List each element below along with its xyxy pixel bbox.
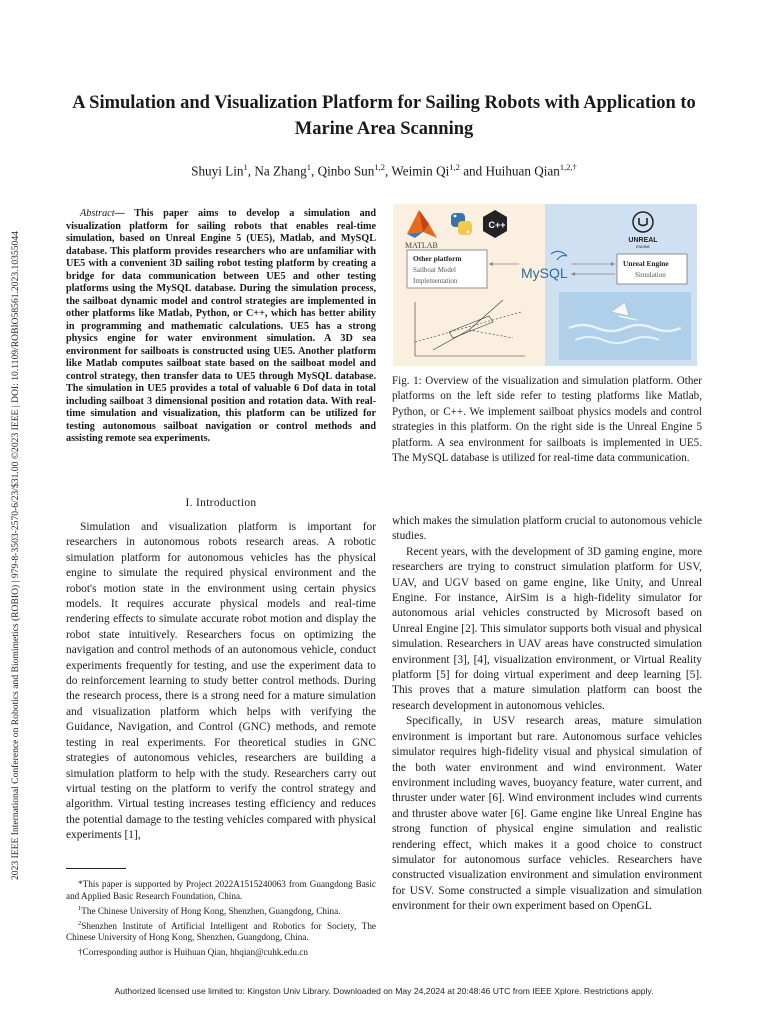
author-separator: , bbox=[310, 163, 318, 179]
footnote-text: *This paper is supported by Project 2022A1515240063 from Guangdong Basic and Applied Basic Research Foundation, China. bbox=[66, 879, 376, 901]
python-logo-icon bbox=[451, 213, 472, 235]
author-name: Huihuan Qian bbox=[485, 163, 560, 179]
author-name: Weimin Qi bbox=[391, 163, 450, 179]
footnote-rule bbox=[66, 868, 126, 869]
author-affiliation: 1,2,† bbox=[559, 162, 577, 172]
side-stamp-text: 2023 IEEE International Conference on Robotics and Biomimetics (ROBIO) | 979-8-3503-2570-6/23/$31.00 ©2023 IEEE | DOI: 10.1109/ROBIO58561.2023.10355044 bbox=[10, 231, 21, 880]
sea-render-image bbox=[559, 292, 691, 360]
footnote bbox=[66, 944, 376, 959]
author-separator: , bbox=[247, 163, 255, 179]
footnote bbox=[66, 918, 376, 945]
abstract-label: Abstract bbox=[80, 208, 115, 219]
other-platform-title: Other platform bbox=[413, 254, 462, 263]
other-platform-line2: Implementation bbox=[413, 277, 458, 285]
figure-1 bbox=[393, 204, 697, 366]
author-list bbox=[60, 162, 708, 179]
author-affiliation: 1 bbox=[306, 162, 311, 172]
footnote-text: Shenzhen Institute of Artificial Intelligent and Robotics for Society, The Chinese University of Hong Kong, Shenzhen, Guangdong, China. bbox=[66, 920, 376, 943]
author-separator: , bbox=[384, 163, 392, 179]
intro-paragraph: Simulation and visualization platform is important for researchers in autonomous robots research areas. A robotic simulation platform for autonomous vehicles has the physical engine to simulate the required physical environment and the robot's motion state in the environment using certain physics models. It requires accurate physical models and real-time rendering effects to simulate accurate robot motion and display the robot state intuitively. Researchers focus on optimizing the navigation and control methods of an autonomous vehicle, conduct experiments frequently for testing, and use the experiment data to do reinforcement learning to study better control methods. During the research process, there is a strong need for a mature simulation and visualization platform which helps with verifying the Guidance, Navigation, and Control (GNC) methods, and remote testing in real experiments. For theoretical studies in GNC strategies of autonomous vehicles, researchers are building a simulation platform to help with the study. Researchers carry out virtual testing on the platform to verify the control strategy and algorithm. Virtual testing increases testing efficiency and reduces the potential damage to the testing vehicles compared with physical experiments [1], bbox=[66, 521, 376, 842]
sailboat-model-diagram bbox=[415, 300, 525, 356]
unreal-box-title: Unreal Engine bbox=[623, 259, 669, 268]
footnote-mark: 2 bbox=[78, 919, 82, 927]
paragraph: Recent years, with the development of 3D gaming engine, more researchers are trying to construct simulation platform for USV, UAV, and UGV based on game engine, like Unity, and Unreal Engine. For instance, AirSim is a high-fidelity simulator for autonomous arial vehicles constructed by Microsoft based on Unreal Engine [2]. This simulator supports both visual and physical simulation. Researchers in UAV areas have constructed simulation environment [3], [4], visualization environment, or Virtual Reality platform [5] for doing virtual experiment and deep learning [5]. This proves that a mature simulation platform can boost the research development in autonomous vehicles. bbox=[392, 545, 702, 712]
paper-title: A Simulation and Visualization Platform for Sailing Robots with Application to Marine Area Scanning bbox=[72, 93, 696, 139]
abstract-text: — This paper aims to develop a simulation and visualization platform for sailing robots that enables real-time simulation, based on Unreal Engine 5 (UE5), Matlab, and MySQL database. This platform provides researchers who are unfamiliar with UE5 with a convenient 3D sailing robot testing platform by creating a bridge for data communication between UE5 and other testing platforms using the MySQL database. During the simulation process, the sailboat dynamic model and control strategies are implemented in other platforms like Matlab, Python, or C++, which has better ability in programming and mathematic calculations. UE5 has a strong physics engine for water environment simulation. A 3D sea environment for sailboats is constructed using UE5. Another platform like Matlab computes sailboat state based on the sailboat model and control strategy, then transfer data to UE5 through MySQL database. The simulation in UE5 provides a total of valuable 6 Dof data in total including sailboat 3 dimensional position and rotation data. With real-time simulation and visualization, this platform can be utilized for testing autonomous sailboat navigation or control methods and assisting remote sea experiments. bbox=[66, 208, 376, 444]
mysql-label: MySQL bbox=[521, 265, 568, 281]
author-name: Qinbo Sun bbox=[317, 163, 375, 179]
footnote-text: The Chinese University of Hong Kong, Shenzhen, Guangdong, China. bbox=[81, 905, 341, 916]
unreal-logo-text: UNREAL bbox=[628, 237, 658, 244]
author-affiliation: 1,2 bbox=[449, 162, 460, 172]
section-heading: I. Introduction bbox=[185, 497, 257, 509]
cpp-logo-icon bbox=[483, 210, 507, 238]
footnote bbox=[66, 876, 376, 903]
figure-caption: Fig. 1: Overview of the visualization and simulation platform. Other platforms on the left side refer to testing platforms like Matlab, Python, or C++. We implement sailboat physics models and control strategies in this platform. On the right side is the Unreal Engine 5 platform. A sea environment for sailboats is implemented in UE5. The MySQL database is utilized for real-time data communication. bbox=[392, 375, 702, 465]
figure-diagram bbox=[393, 204, 697, 366]
author-name: Shuyi Lin bbox=[191, 163, 244, 179]
cpp-label: C++ bbox=[488, 220, 506, 230]
unreal-box-sub: Simulation bbox=[635, 271, 666, 279]
unreal-engine-logo-icon bbox=[633, 212, 653, 232]
right-column-body bbox=[392, 514, 702, 915]
footnote-mark: 1 bbox=[78, 904, 82, 912]
paragraph: Specifically, in USV research areas, mature simulation environment is important but rare. Autonomous surface vehicles simulator requires high-fidelity visual and physical simulation of the both water environment and wind environment. Water environment including waves, buoyancy feature, water current, and thruster under water [6]. Wind environment includes wind currents and thruster above water [6]. Game engine like Unreal Engine has strong function of physical engine simulation and realistic rendering effect, which makes it a good choice to construct simulator for autonomous surface vehicles. Researchers have constructed visualization environment and simulation environment for USV. Some constructed a simple visualization and simulation environment for their own experiment based on OpenGL bbox=[392, 715, 702, 913]
matlab-label: MATLAB bbox=[405, 241, 438, 250]
author-name: Na Zhang bbox=[254, 163, 307, 179]
other-platform-line1: Sailboat Model bbox=[413, 266, 456, 274]
footnote bbox=[66, 903, 376, 918]
author-separator: and bbox=[459, 163, 486, 179]
license-footer: Authorized licensed use limited to: Kingston Univ Library. Downloaded on May 24,2024 at 20:48:46 UTC from IEEE Xplore. Restrictions apply. bbox=[114, 986, 654, 996]
author-affiliation: 1,2 bbox=[374, 162, 385, 172]
footnote-text: †Corresponding author is Huihuan Qian, hhqian@cuhk.edu.cn bbox=[78, 947, 308, 958]
side-doi-stamp bbox=[8, 160, 24, 880]
matlab-logo-icon bbox=[407, 210, 437, 238]
author-affiliation: 1 bbox=[243, 162, 248, 172]
footnotes bbox=[66, 876, 376, 959]
mysql-logo-icon bbox=[551, 251, 567, 260]
unreal-logo-sub: ENGINE bbox=[636, 245, 650, 249]
abstract bbox=[66, 208, 376, 446]
paragraph: which makes the simulation platform crucial to autonomous vehicle studies. bbox=[392, 515, 702, 543]
